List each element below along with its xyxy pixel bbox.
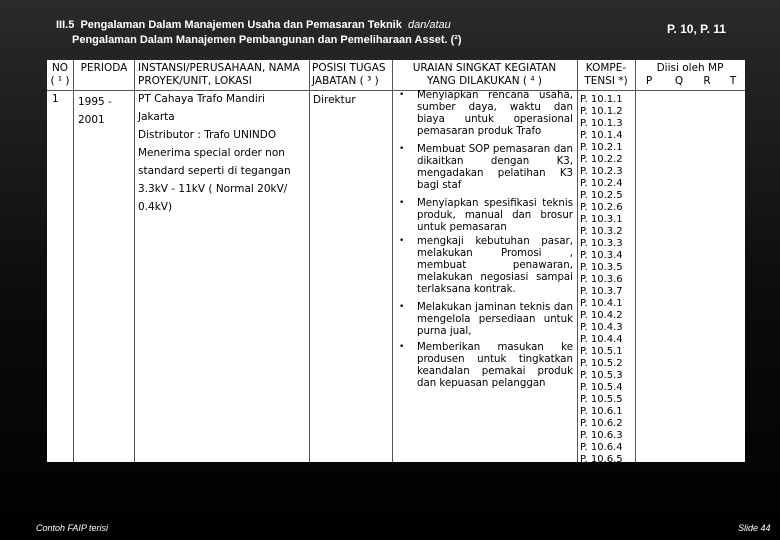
title-line2: Pengalaman Dalam Manajemen Pembangunan dan Pemeliharaan Asset. (²) xyxy=(72,34,462,46)
uraian-text: Menyiapkan spesifikasi teknis produk, manual dan brosur untuk pemasaran xyxy=(417,198,573,233)
header-komp-line2: TENSI *) xyxy=(584,75,628,87)
kompetensi-code: P. 10.1.3 xyxy=(580,118,623,129)
header-no-note: ( ¹ ) xyxy=(50,75,70,87)
header-uraian-line1: URAIAN SINGKAT KEGIATAN xyxy=(412,62,557,74)
bullet-icon: • xyxy=(399,302,405,312)
kompetensi-code: P. 10.6.2 xyxy=(580,418,623,429)
header-q: Q xyxy=(674,75,684,87)
col-divider xyxy=(309,60,310,462)
kompetensi-code: P. 10.4.3 xyxy=(580,322,623,333)
bullet-icon: • xyxy=(399,198,405,208)
footer-caption: Contoh FAIP terisi xyxy=(36,523,109,533)
header-kompetensi xyxy=(577,62,635,88)
col-divider xyxy=(635,60,636,462)
uraian-text: mengkaji kebutuhan pasar, melakukan Promosi , membuat penawaran, melakukan negosiasi sampai terlaksana kontrak. xyxy=(417,236,573,295)
col-divider xyxy=(73,60,74,462)
kompetensi-code: P. 10.1.4 xyxy=(580,130,623,141)
header-periode: PERIODA xyxy=(80,62,128,74)
uraian-item xyxy=(417,198,573,234)
uraian-text: Memberikan masukan ke produsen untuk tingkatkan keandalan pemakai produk dan kepuasan pelanggan xyxy=(417,342,573,389)
col-divider xyxy=(577,60,578,462)
row-posisi: Direktur xyxy=(313,94,356,106)
uraian-item xyxy=(417,302,573,338)
bullet-icon: • xyxy=(399,342,405,352)
header-no-label: NO xyxy=(51,62,69,74)
row-no: 1 xyxy=(52,93,59,105)
col-divider xyxy=(134,60,135,462)
header-posisi xyxy=(312,62,392,88)
kompetensi-code: P. 10.2.6 xyxy=(580,202,623,213)
header-posisi-line2: JABATAN ( ³ ) xyxy=(312,75,379,87)
bullet-icon: • xyxy=(399,144,405,154)
header-divider xyxy=(47,90,745,91)
row-periode xyxy=(78,93,112,129)
slide-number: Slide 44 xyxy=(738,523,771,533)
row-periode-end: 2001 xyxy=(78,114,105,126)
instansi-line: PT Cahaya Trafo Mandiri xyxy=(138,93,265,105)
kompetensi-code: P. 10.6.1 xyxy=(580,406,623,417)
instansi-line: standard seperti di tegangan xyxy=(138,165,291,177)
bullet-icon: • xyxy=(399,90,405,100)
kompetensi-code: P. 10.4.2 xyxy=(580,310,623,321)
kompetensi-code: P. 10.3.6 xyxy=(580,274,623,285)
kompetensi-code: P. 10.1.2 xyxy=(580,106,623,117)
row-instansi xyxy=(138,93,308,219)
uraian-text: Membuat SOP pemasaran dan dikaitkan dengan K3, mengadakan pelatihan K3 bagi staf xyxy=(417,144,573,191)
instansi-line: 3.3kV - 11kV ( Normal 20kV/ xyxy=(138,183,288,195)
header-r: R xyxy=(703,75,711,87)
header-uraian xyxy=(392,62,577,88)
instansi-line: 0.4kV) xyxy=(138,201,173,213)
header-instansi-line1: INSTANSI/PERUSAHAAN, NAMA xyxy=(138,62,300,74)
uraian-item xyxy=(417,236,573,296)
header-p: P xyxy=(645,75,653,87)
kompetensi-code: P. 10.5.5 xyxy=(580,394,623,405)
kompetensi-code: P. 10.3.5 xyxy=(580,262,623,273)
kompetensi-code: P. 10.6.3 xyxy=(580,430,623,441)
col-divider xyxy=(392,60,393,462)
kompetensi-code: P. 10.6.5 xyxy=(580,454,623,465)
kompetensi-code: P. 10.1.1 xyxy=(580,94,623,105)
kompetensi-code: P. 10.3.7 xyxy=(580,286,623,297)
header-instansi xyxy=(138,62,313,88)
header-posisi-line1: POSISI TUGAS xyxy=(312,62,386,74)
kompetensi-code: P. 10.5.2 xyxy=(580,358,623,369)
kompetensi-code: P. 10.5.1 xyxy=(580,346,623,357)
kompetensi-code: P. 10.2.3 xyxy=(580,166,623,177)
instansi-line: Jakarta xyxy=(138,111,175,123)
uraian-text: Menyiapkan rencana usaha, sumber daya, waktu dan biaya untuk operasional pemasaran produk Trafo xyxy=(417,90,573,137)
kompetensi-code: P. 10.5.4 xyxy=(580,382,623,393)
title-line1-italic: dan/atau xyxy=(407,19,451,31)
experience-table xyxy=(47,60,745,465)
kompetensi-code: P. 10.2.2 xyxy=(580,154,623,165)
instansi-line: Menerima special order non xyxy=(138,147,285,159)
kompetensi-code: P. 10.2.4 xyxy=(580,178,623,189)
kompetensi-code: P. 10.2.5 xyxy=(580,190,623,201)
uraian-item xyxy=(417,342,573,390)
uraian-text: Melakukan jaminan teknis dan mengelola persediaan untuk purna jual, xyxy=(417,302,573,337)
kompetensi-list xyxy=(580,94,630,466)
header-no xyxy=(47,62,73,88)
header-t: T xyxy=(729,75,737,87)
kompetensi-code: P. 10.2.1 xyxy=(580,142,623,153)
kompetensi-code: P. 10.3.1 xyxy=(580,214,623,225)
bullet-icon: • xyxy=(399,236,405,246)
header-uraian-line2: YANG DILAKUKAN ( ⁴ ) xyxy=(426,75,542,87)
header-diisi-mp: Diisi oleh MP xyxy=(656,62,724,74)
row-periode-start: 1995 - xyxy=(78,96,112,108)
uraian-item xyxy=(417,90,573,138)
kompetensi-code: P. 10.5.3 xyxy=(580,370,623,381)
title-line1: Pengalaman Dalam Manajemen Usaha dan Pemasaran Teknik xyxy=(80,19,402,31)
title-number: III.5 xyxy=(56,19,75,31)
uraian-item xyxy=(417,144,573,192)
header-instansi-line2: PROYEK/UNIT, LOKASI xyxy=(138,75,252,87)
kompetensi-code: P. 10.3.4 xyxy=(580,250,623,261)
kompetensi-code: P. 10.6.4 xyxy=(580,442,623,453)
kompetensi-code: P. 10.4.1 xyxy=(580,298,623,309)
page-reference: P. 10, P. 11 xyxy=(667,22,726,36)
kompetensi-code: P. 10.4.4 xyxy=(580,334,623,345)
instansi-line: Distributor : Trafo UNINDO xyxy=(138,129,277,141)
kompetensi-code: P. 10.3.2 xyxy=(580,226,623,237)
kompetensi-code: P. 10.3.3 xyxy=(580,238,623,249)
header-komp-line1: KOMPE- xyxy=(585,62,627,74)
section-title xyxy=(56,18,616,48)
